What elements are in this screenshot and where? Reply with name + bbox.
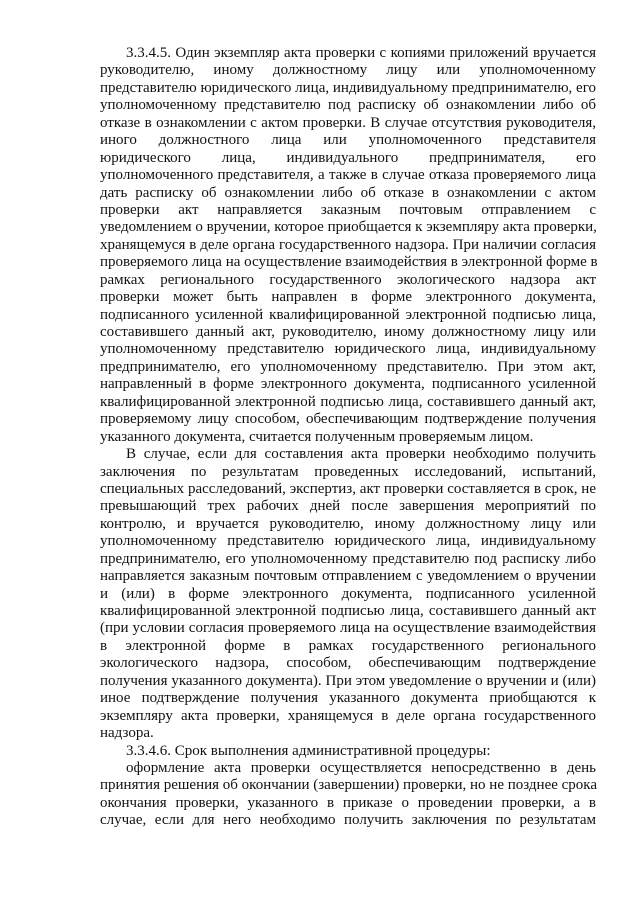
document-text-line: и (или) в форме электронного документа, подписанного усиленной (100, 585, 596, 602)
document-text-line: направляется заказным почтовым отправлением с уведомлением о вручении (100, 568, 596, 585)
document-text-line: дать расписку об ознакомлении либо об отказе в ознакомлении с актом (100, 184, 596, 201)
document-text-line: 3.3.4.5. Один экземпляр акта проверки с копиями приложений вручается (126, 45, 596, 61)
document-text-line: предпринимателю, его уполномоченному представителю под расписку либо (100, 550, 596, 567)
document-body-text (100, 45, 596, 830)
document-text-line: отказе в ознакомлении с актом проверки. В случае отсутствия руководителя, (100, 114, 596, 131)
document-text-line: (при условии согласия проверяемого лица на осуществление взаимодействия (100, 620, 596, 637)
document-text-line: проверки акт направляется заказным почтовым отправлением с (100, 201, 596, 218)
document-text-line: превышающий трех рабочих дней после завершения мероприятий по (100, 498, 596, 515)
document-text-line: юридического лица, индивидуального предпринимателя, его (100, 149, 596, 166)
document-text-line: проверки может быть направлен в форме электронного документа, (100, 289, 596, 306)
document-text-line: оформление акта проверки осуществляется непосредственно в день (126, 759, 596, 776)
document-text-line: в электронной форме в рамках государственного регионального (100, 637, 596, 654)
document-text-line: направленный в форме электронного документа, подписанного усиленной (100, 376, 596, 393)
document-text-line: уполномоченного представителя, а также в случае отказа проверяемого лица (100, 167, 596, 184)
document-text-line: окончания проверки, указанного в приказе о проведении проверки, а в (100, 794, 596, 811)
document-text-line: надзора. (100, 725, 154, 742)
document-text-line: уполномоченному представителю под расписку об ознакомлении либо об (100, 97, 596, 114)
document-text-line: иное подтверждение получения указанного документа приобщаются к (100, 690, 596, 707)
document-text-line: уполномоченному представителю юридического лица, индивидуальному (100, 533, 596, 550)
document-text-line: проверяемого лица на осуществление взаимодействия в электронной форме в (100, 254, 598, 271)
document-text-line: рамках регионального государственного экологического надзора акт (100, 271, 596, 288)
document-text-line: составившего данный акт, руководителю, иному должностному лицу или (100, 324, 596, 340)
document-text-line: 3.3.4.6. Срок выполнения административной процедуры: (126, 742, 491, 759)
document-text-line: контролю, и вручается руководителю, иному должностному лицу или (100, 515, 596, 532)
document-text-line: уведомлением о вручении, которое приобщается к экземпляру акта проверки, (100, 219, 597, 236)
document-text-line: квалифицированной электронной подписью лица, составившего данный акт, (100, 393, 596, 410)
document-text-line: заключения по результатам проведенных исследований, испытаний, (100, 463, 596, 480)
document-text-line: случае, если для него необходимо получить заключения по результатам (100, 812, 596, 829)
document-text-line: хранящемуся в деле органа государственного надзора. При наличии согласия (100, 236, 596, 253)
document-text-line: представителю юридического лица, индивидуальному предпринимателю, его (100, 79, 596, 96)
document-text-line: экологического надзора, способом, обеспечивающим подтверждение (100, 655, 596, 672)
document-text-line: проверяемому лицу способом, обеспечивающим подтверждение получения (100, 411, 596, 428)
document-text-line: принятия решения об окончании (завершении) проверки, но не позднее срока (100, 777, 598, 794)
document-text-line: специальных расследований, экспертиз, акт проверки составляется в срок, не (100, 480, 596, 497)
document-text-line: указанного документа, считается полученным проверяемым лицом. (100, 428, 534, 445)
document-text-line: предпринимателю, его уполномоченному представителю. При этом акт, (100, 358, 596, 375)
document-text-line: уполномоченному представителю юридического лица, индивидуальному (100, 341, 596, 358)
document-text-line: подписанного усиленной квалифицированной электронной подписью лица, (100, 306, 596, 323)
document-text-line: руководителю, иному должностному лицу или уполномоченному (100, 62, 596, 79)
document-text-line: экземпляру акта проверки, хранящемуся в деле органа государственного (100, 707, 596, 724)
document-text-line: квалифицированной электронной подписью лица, составившего данный акт (100, 603, 596, 619)
document-text-line: иного должностного лица или уполномоченного представителя (100, 132, 596, 149)
document-text-line: В случае, если для составления акта проверки необходимо получить (126, 446, 596, 463)
document-text-line: получения указанного документа). При этом уведомление о вручении и (или) (100, 672, 596, 689)
